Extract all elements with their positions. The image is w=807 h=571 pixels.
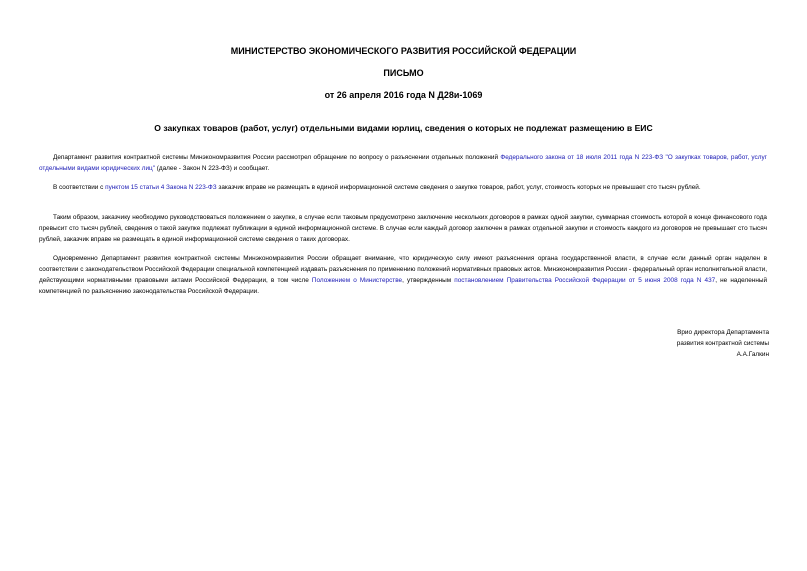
article-4-clause-15-link[interactable]: пунктом 15 статьи 4 Закона N 223-ФЗ [105, 184, 217, 191]
signature-position: Врио директора Департамента [677, 329, 769, 336]
paragraph-text: , не наделенный компетенцией по разъяснению законодательства Российской Федерации. [39, 277, 768, 295]
paragraph-text: В соответствии с [53, 184, 106, 191]
paragraph-3 [39, 212, 767, 245]
paragraph-text: Департамент развития контрактной системы Минэкономразвития России рассмотрел обращение по вопросу о разъяснении отдельных положений [53, 154, 501, 161]
document-date-number: от 26 апреля 2016 года N Д28и-1069 [324, 90, 483, 100]
ministry-title: МИНИСТЕРСТВО ЭКОНОМИЧЕСКОГО РАЗВИТИЯ РОССИЙСКОЙ ФЕДЕРАЦИИ [230, 46, 577, 56]
paragraph-text: заказчик вправе не размещать в единой информационной системе сведения о закупке товаров, работ, услуг, стоимость которых не превышает сто тысяч рублей. [216, 184, 701, 191]
document-subject: О закупках товаров (работ, услуг) отдельными видами юрлиц, сведения о которых не подлежат размещению в ЕИС [154, 123, 653, 133]
signature-name: А.А.Галкин [736, 351, 769, 358]
paragraph-text: Одновременно Департамент развития контрактной системы Минэкономразвития России обращает внимание, что юридическую силу имеют разъяснения органа государственной власти, в случае если данный орган наделен в соответствии с законодательством Российской Федерации специальной компетенцией издавать разъяснения по применению положений нормативных правовых актов. Минэкономразвития России - федеральный орган исполнительной власти, действующими нормативными правовыми актами Российской Федерации, в том числе [39, 255, 767, 284]
paragraph-4 [39, 253, 767, 297]
paragraph-1 [39, 152, 767, 174]
document-type: ПИСЬМО [383, 68, 424, 78]
paragraph-text: (далее - Закон N 223-ФЗ) и сообщает. [154, 165, 270, 172]
signature-department: развития контрактной системы [676, 340, 769, 347]
ministry-regulation-link[interactable]: Положением о Министерстве [311, 277, 403, 284]
paragraph-text: Таким образом, заказчику необходимо руководствоваться положением о закупке, в случае если таковым предусмотрено заключение нескольких договоров в рамках одной закупки, суммарная стоимость которой в конце финансового года превысит сто тысяч рублей, сведения о такой закупке подлежат публикации в единой информационной системе. В случае если каждый договор заключен в рамках отдельной закупки и стоимость каждого из договоров не превышает сто тысяч рублей, заказчик вправе не размещать в единой информационной системе сведения о таких договорах. [39, 214, 767, 243]
government-resolution-link[interactable]: постановлением Правительства Российской Федерации от 5 июня 2008 года N 437 [454, 277, 716, 284]
paragraph-text: , утвержденным [402, 277, 455, 284]
paragraph-2 [39, 182, 767, 193]
law-223fz-link[interactable]: Федерального закона от 18 июля 2011 года N 223-ФЗ "О закупках товаров, работ, услуг отдельными видами юридических лиц" [39, 154, 768, 172]
